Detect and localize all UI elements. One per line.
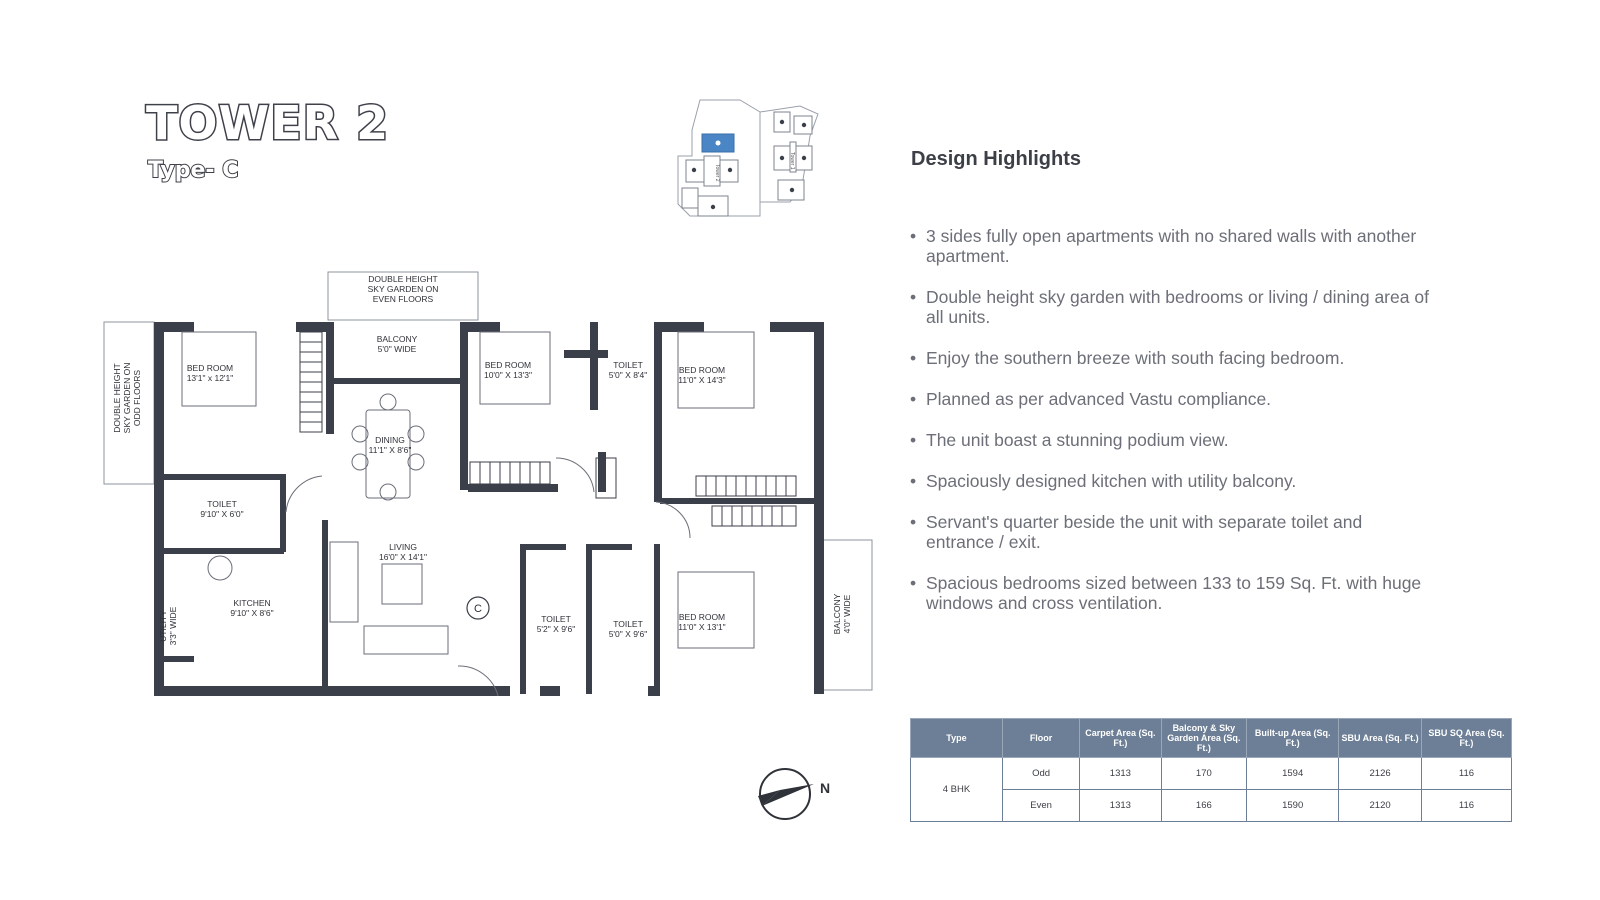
highlight-item: • Double height sky garden with bedrooms or living / dining area of all units. (910, 287, 1430, 327)
cell: 116 (1421, 790, 1511, 822)
label-kitchen-size: 9'10" X 8'6" (230, 608, 274, 618)
label-bed2: BED ROOM (484, 360, 532, 370)
label-sky-garden-top-1: DOUBLE HEIGHT (368, 274, 438, 284)
cell: Odd (1002, 758, 1079, 790)
highlight-item: • Enjoy the southern breeze with south facing bedroom. (910, 348, 1430, 368)
area-table (910, 718, 1512, 822)
label-toilet1: TOILET (613, 360, 643, 370)
cell: 116 (1421, 758, 1511, 790)
header-balcony-area: Balcony & Sky Garden Area (Sq. Ft.) (1161, 719, 1247, 758)
design-highlights-heading: Design Highlights (911, 148, 1081, 170)
cell: 2120 (1339, 790, 1422, 822)
highlight-item: • 3 sides fully open apartments with no shared walls with another apartment. (910, 226, 1430, 266)
label-dining: DINING (375, 435, 405, 445)
highlight-item: • Servant's quarter beside the unit with separate toilet and entrance / exit. (910, 512, 1430, 552)
north-label: N (820, 780, 831, 796)
keyplan-tower2-label: Tower 2 (714, 164, 720, 182)
label-living-size: 16'0" X 14'1" (378, 552, 428, 562)
label-sky-garden-top-3: EVEN FLOORS (372, 294, 434, 304)
header-builtup-area: Built-up Area (Sq. Ft.) (1247, 719, 1339, 758)
label-sky-garden-top-2: SKY GARDEN ON (367, 284, 439, 294)
label-sky-garden-side-2: SKY GARDEN ON (122, 362, 132, 434)
highlight-item: • Spacious bedrooms sized between 133 to 159 Sq. Ft. with huge windows and cross ventilation. (910, 573, 1430, 613)
cell: 1594 (1247, 758, 1339, 790)
label-sky-garden-side-1: DOUBLE HEIGHT (112, 363, 122, 433)
label-utility-size: 3'3" WIDE (168, 606, 178, 646)
label-toilet2: TOILET (207, 499, 237, 509)
label-toilet4: TOILET (613, 619, 643, 629)
highlight-item: • The unit boast a stunning podium view. (910, 430, 1430, 450)
label-toilet2-size: 9'10" X 6'0" (200, 509, 244, 519)
label-bed1-size: 13'1" x 12'1" (186, 373, 234, 383)
table-row (911, 758, 1512, 790)
header-type: Type (911, 719, 1003, 758)
label-living: LIVING (389, 542, 417, 552)
label-balcony-right: BALCONY (832, 593, 842, 635)
label-bed3: BED ROOM (678, 365, 726, 375)
label-utility: UTILITY (158, 610, 168, 642)
key-plan (670, 96, 840, 220)
header-carpet-area: Carpet Area (Sq. Ft.) (1080, 719, 1161, 758)
highlight-item: • Planned as per advanced Vastu compliance. (910, 389, 1430, 409)
label-toilet1-size: 5'0" X 8'4" (608, 370, 648, 380)
cell: 170 (1161, 758, 1247, 790)
floor-plan (100, 262, 880, 698)
label-bed2-size: 10'0" X 13'3" (483, 370, 533, 380)
label-kitchen: KITCHEN (233, 598, 271, 608)
cell: 1313 (1080, 758, 1161, 790)
label-balcony-right-size: 4'0" WIDE (842, 594, 852, 634)
compass-icon (752, 766, 818, 822)
header-floor: Floor (1002, 719, 1079, 758)
cell-type: 4 BHK (911, 758, 1003, 822)
label-toilet3-size: 5'2" X 9'6" (536, 624, 576, 634)
label-bed4-size: 11'0" X 13'1" (678, 622, 726, 632)
cell: 1313 (1080, 790, 1161, 822)
highlight-item: • Spaciously designed kitchen with utility balcony. (910, 471, 1430, 491)
design-highlights-list (910, 226, 1430, 634)
header-sbu-area: SBU Area (Sq. Ft.) (1339, 719, 1422, 758)
cell: 2126 (1339, 758, 1422, 790)
label-dining-size: 11'1" X 8'6" (368, 445, 412, 455)
unit-type-subtitle: Type- C (148, 158, 239, 183)
label-toilet4-size: 5'0" X 9'6" (608, 629, 648, 639)
label-balcony-top: BALCONY (376, 334, 418, 344)
unit-marker: C (474, 603, 482, 615)
header-sbu-sq-area: SBU SQ Area (Sq. Ft.) (1421, 719, 1511, 758)
tower-title: TOWER 2 (146, 96, 390, 150)
label-bed4: BED ROOM (678, 612, 726, 622)
cell: 1590 (1247, 790, 1339, 822)
cell: Even (1002, 790, 1079, 822)
label-balcony-top-size: 5'0" WIDE (377, 344, 417, 354)
label-sky-garden-side-3: ODD FLOORS (132, 369, 142, 427)
keyplan-tower1-label: Tower 1 (789, 152, 795, 170)
table-header-row (911, 719, 1512, 758)
label-bed3-size: 11'0" X 14'3" (678, 375, 726, 385)
label-bed1: BED ROOM (186, 363, 234, 373)
label-toilet3: TOILET (541, 614, 571, 624)
cell: 166 (1161, 790, 1247, 822)
